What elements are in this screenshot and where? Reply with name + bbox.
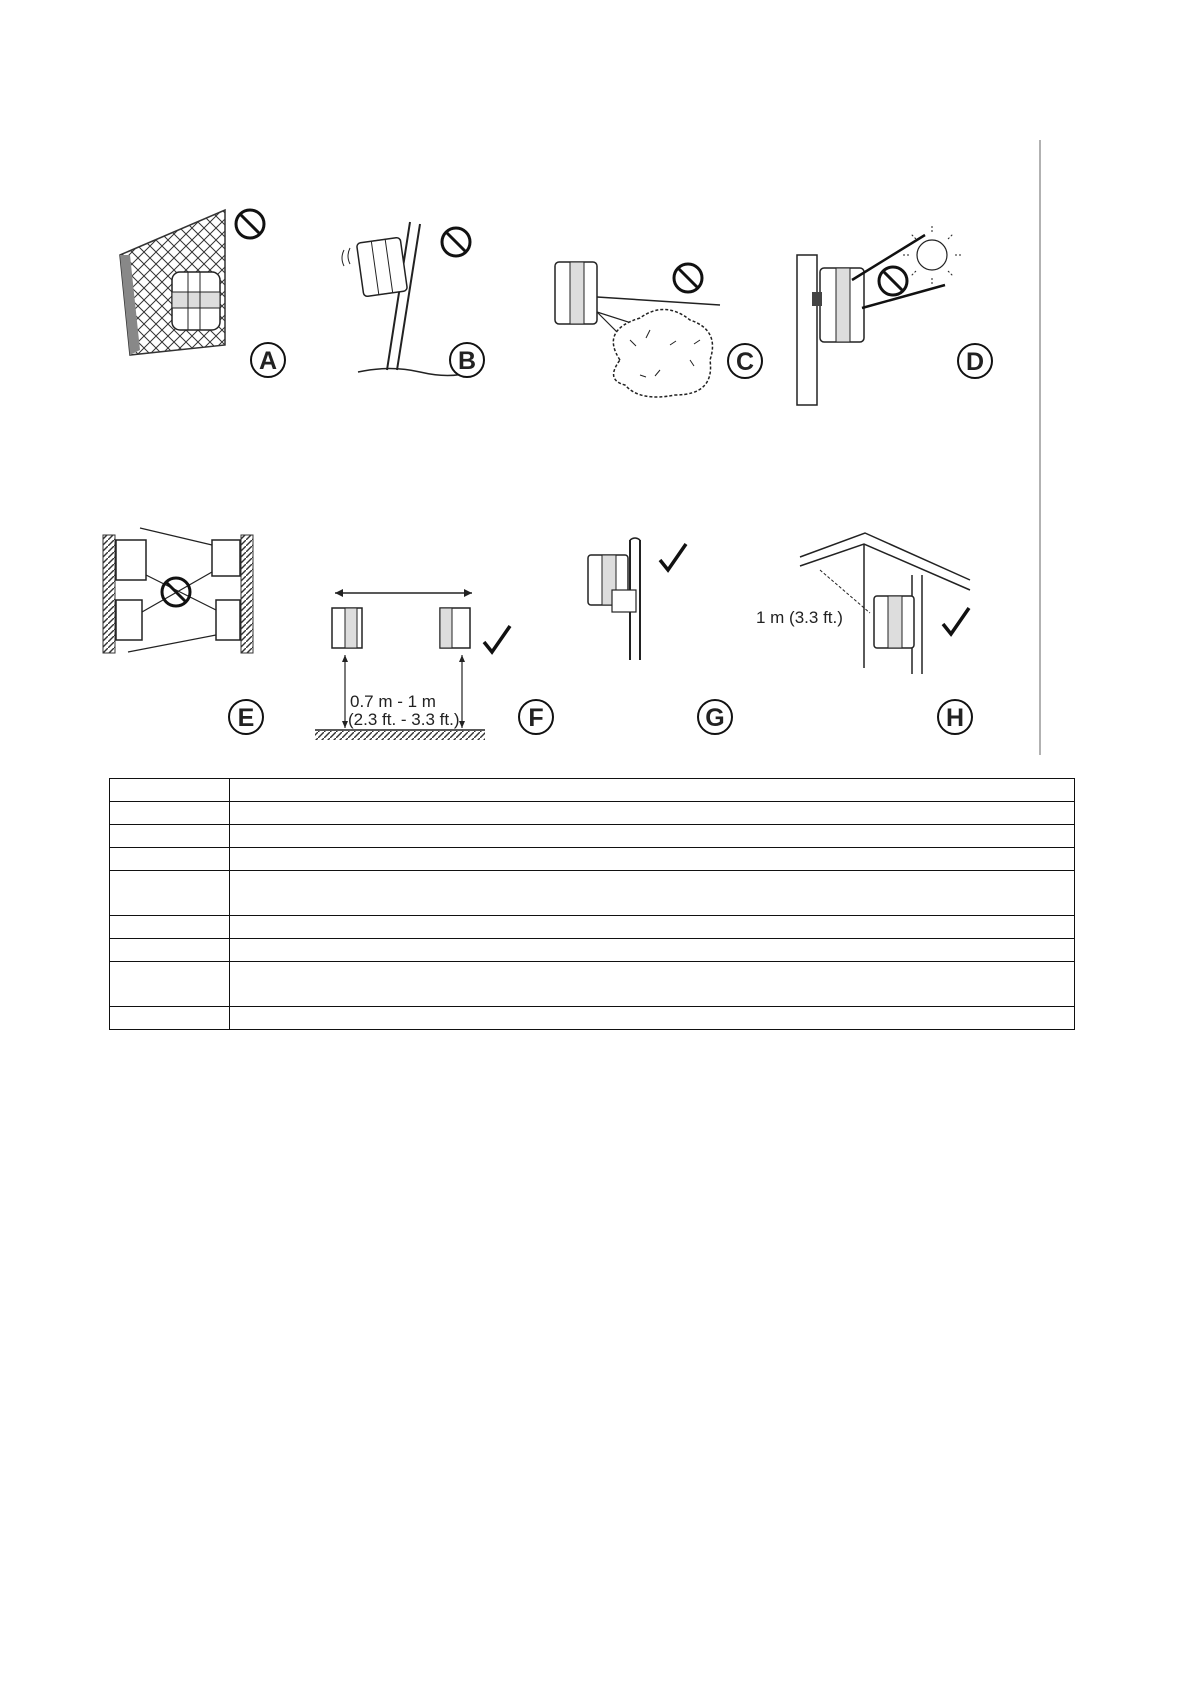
checkmark-icon: [943, 608, 969, 634]
height-label-line1: 0.7 m - 1 m: [350, 692, 436, 711]
sun-icon: [917, 240, 947, 270]
table-row: [110, 848, 1075, 871]
table-row: [110, 939, 1075, 962]
checkmark-icon: [484, 626, 510, 652]
table-value-cell: [230, 939, 1075, 962]
height-label-line2: (2.3 ft. - 3.3 ft.): [348, 710, 460, 729]
table-key-cell: [110, 802, 230, 825]
table-key-cell: [110, 916, 230, 939]
prohibited-icon: [236, 210, 264, 238]
panel-letter: D: [965, 348, 985, 376]
prohibited-icon: [879, 267, 907, 295]
panel-g: [588, 538, 732, 734]
panel-letter: H: [945, 704, 965, 732]
panel-d: [797, 226, 992, 405]
panel-c: [555, 262, 762, 397]
panel-letter: G: [705, 704, 725, 732]
panel-letter: A: [258, 347, 278, 375]
prohibited-icon: [674, 264, 702, 292]
panel-b: [342, 222, 484, 377]
table-key-cell: [110, 871, 230, 916]
table-value-cell: [230, 779, 1075, 802]
table-value-cell: [230, 962, 1075, 1007]
table-row: [110, 802, 1075, 825]
panel-letter: E: [237, 704, 255, 732]
table-value-cell: [230, 916, 1075, 939]
installation-figure: [0, 0, 1191, 760]
table-row: [110, 779, 1075, 802]
panel-e: [103, 528, 263, 734]
table-key-cell: [110, 779, 230, 802]
table-key-cell: [110, 825, 230, 848]
table-value-cell: [230, 1007, 1075, 1030]
table-key-cell: [110, 962, 230, 1007]
panel-letter: B: [457, 347, 477, 375]
prohibited-icon: [442, 228, 470, 256]
panel-letter: C: [735, 348, 755, 376]
table-value-cell: [230, 802, 1075, 825]
panel-h: [756, 533, 972, 734]
table-value-cell: [230, 871, 1075, 916]
table-key-cell: [110, 939, 230, 962]
panel-f: [315, 589, 553, 740]
prohibited-icon: [162, 578, 190, 606]
table-key-cell: [110, 848, 230, 871]
table-row: [110, 825, 1075, 848]
table-value-cell: [230, 848, 1075, 871]
table-value-cell: [230, 825, 1075, 848]
table-row: [110, 871, 1075, 916]
checkmark-icon: [660, 544, 686, 570]
wall-distance-label: 1 m (3.3 ft.): [756, 608, 843, 627]
spec-table: [109, 778, 1075, 1030]
panel-a: [120, 210, 285, 377]
table-key-cell: [110, 1007, 230, 1030]
table-row: [110, 1007, 1075, 1030]
table-row: [110, 962, 1075, 1007]
table-row: [110, 916, 1075, 939]
panel-letter: F: [528, 704, 544, 732]
